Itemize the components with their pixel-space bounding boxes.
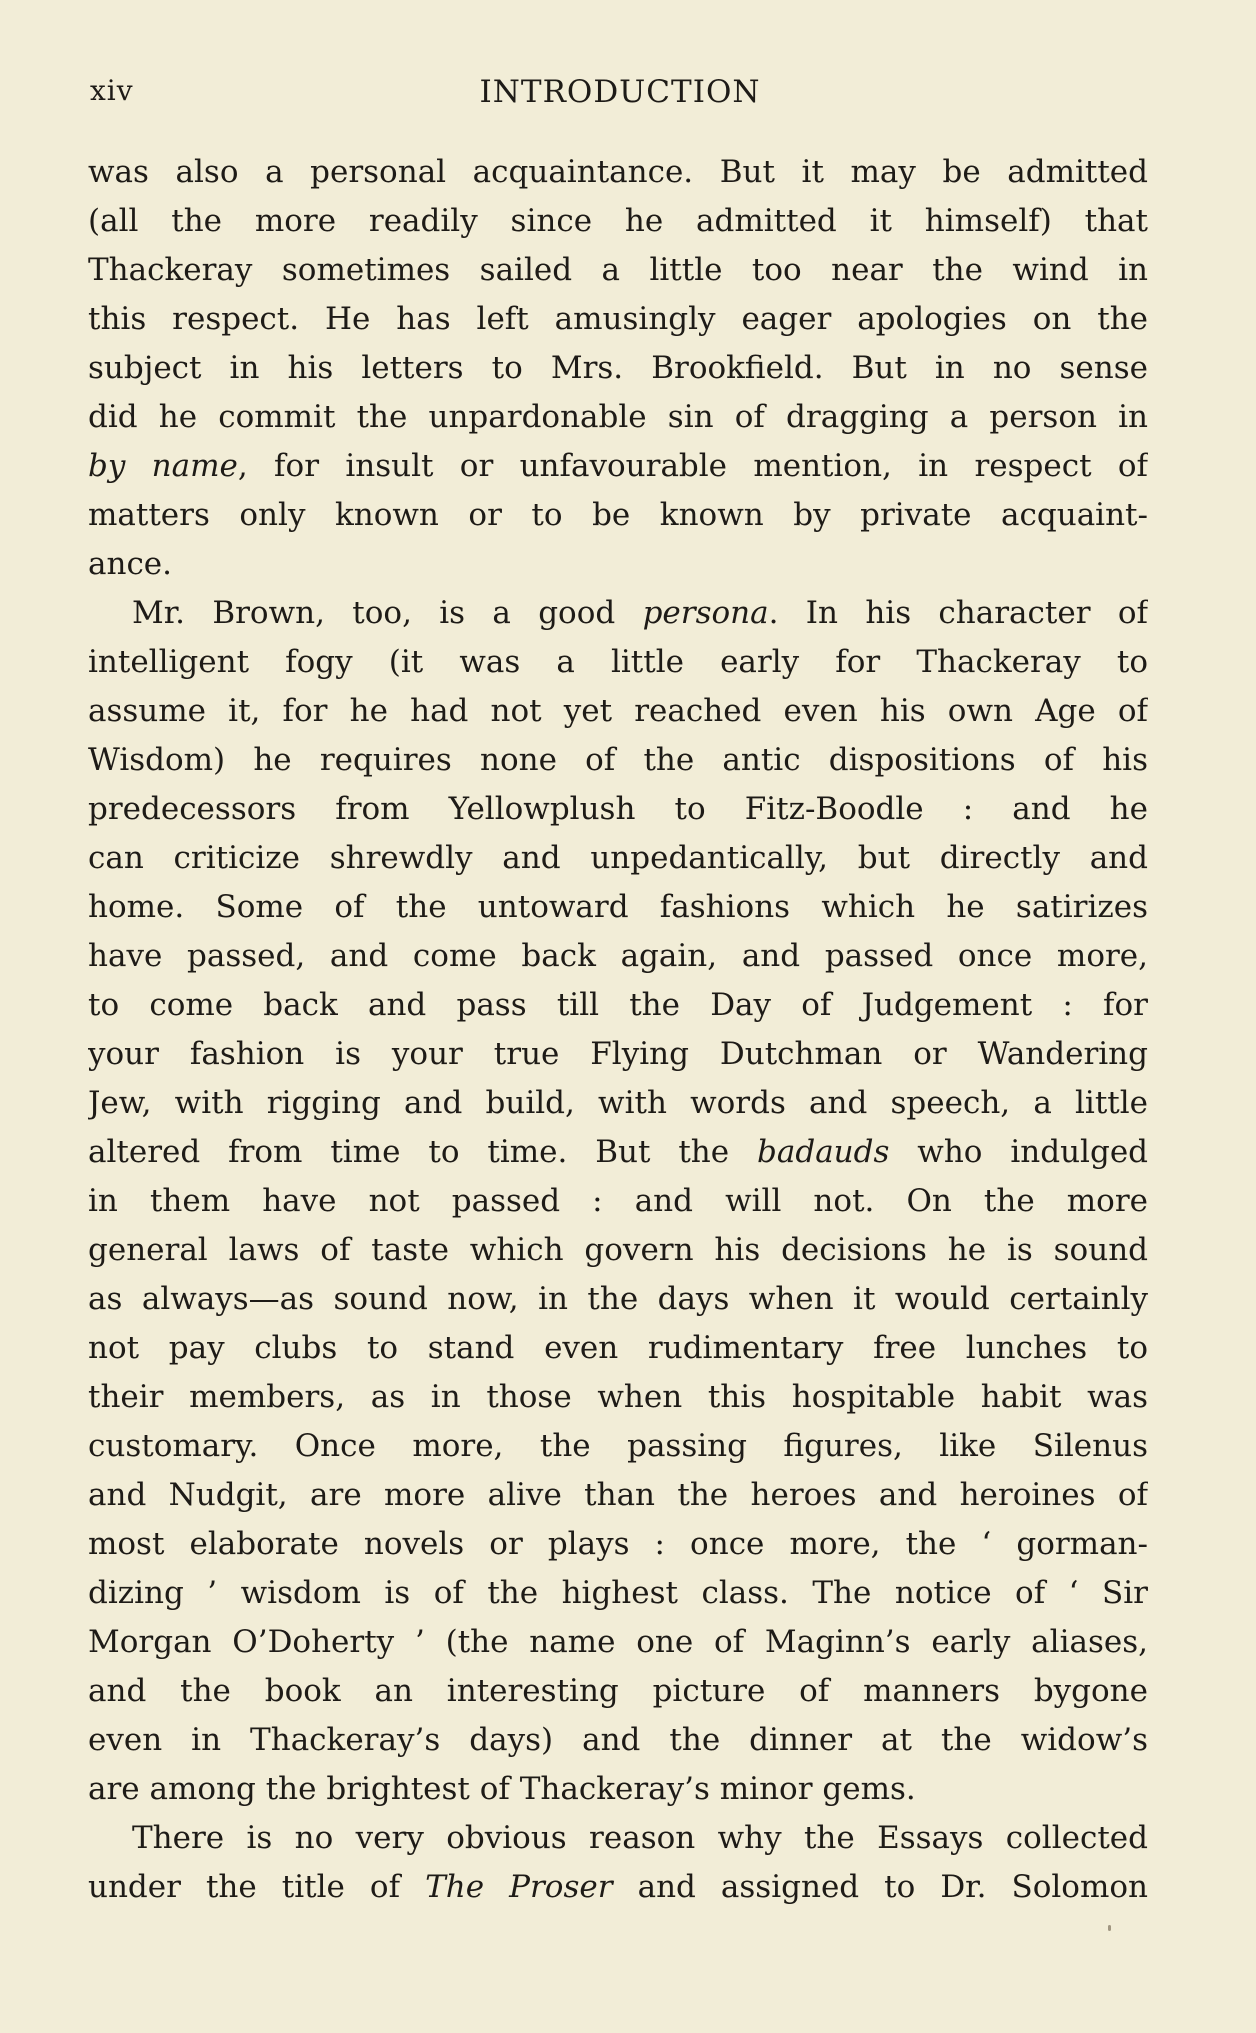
text-span: Mr. Brown, too, is a good — [132, 595, 643, 631]
text-line: intelligent fogy (it was a little early for Thackeray to — [88, 644, 1148, 680]
text-span: . In his character of — [768, 595, 1148, 631]
text-span: , for insult or unfavourable mention, in respect of — [237, 448, 1148, 484]
text-line: are among the brightest of Thackeray’s minor gems. — [88, 1771, 916, 1807]
text-line: Morgan O’Doherty ’ (the name one of Maginn’s early aliases, — [88, 1624, 1148, 1660]
text-span: altered from time to time. But the — [88, 1134, 758, 1170]
text-line: Jew, with rigging and build, with words and speech, a little — [88, 1085, 1148, 1121]
text-line: this respect. He has left amusingly eager apologies on the — [88, 301, 1148, 337]
text-line: customary. Once more, the passing figures, like Silenus — [88, 1428, 1148, 1464]
text-line: their members, as in those when this hospitable habit was — [88, 1379, 1148, 1415]
text-line: (all the more readily since he admitted it himself) that — [88, 203, 1148, 239]
text-span: and assigned to Dr. Solomon — [612, 1869, 1148, 1905]
text-line: most elaborate novels or plays : once more, the ‘ gorman- — [88, 1526, 1148, 1562]
page-header — [90, 74, 1150, 124]
paragraph-start-line — [88, 589, 1148, 638]
paragraph-start-line: There is no very obvious reason why the Essays collected — [132, 1820, 1148, 1856]
text-line: and Nudgit, are more alive than the heroes and heroines of — [88, 1477, 1148, 1513]
text-line — [88, 1863, 1148, 1912]
text-span: under the title of — [88, 1869, 426, 1905]
text-line — [88, 1128, 1148, 1177]
text-line: predecessors from Yellowplush to Fitz-Boodle : and he — [88, 791, 1148, 827]
body-text — [88, 148, 1148, 1912]
text-line: matters only known or to be known by private acquaint- — [88, 497, 1148, 533]
text-line: as always—as sound now, in the days when it would certainly — [88, 1281, 1148, 1317]
italic-phrase: by name — [88, 448, 238, 484]
text-line: Thackeray sometimes sailed a little too near the wind in — [88, 252, 1148, 288]
text-line: subject in his letters to Mrs. Brookfield. But in no sense — [88, 350, 1148, 386]
text-line: assume it, for he had not yet reached even his own Age of — [88, 693, 1148, 729]
text-line: even in Thackeray’s days) and the dinner at the widow’s — [88, 1722, 1148, 1758]
text-line — [88, 442, 1148, 491]
text-line: dizing ’ wisdom is of the highest class. The notice of ‘ Sir — [88, 1575, 1148, 1611]
text-line: have passed, and come back again, and passed once more, — [88, 938, 1148, 974]
text-line: ance. — [88, 546, 173, 582]
text-line: did he commit the unpardonable sin of dragging a person in — [88, 399, 1148, 435]
running-head: INTRODUCTION — [479, 74, 761, 110]
text-line: was also a personal acquaintance. But it may be admitted — [88, 154, 1148, 190]
text-line: to come back and pass till the Day of Judgement : for — [88, 987, 1148, 1023]
paper-speck — [1108, 1925, 1111, 1931]
text-line: and the book an interesting picture of manners bygone — [88, 1673, 1148, 1709]
text-line: your fashion is your true Flying Dutchman or Wandering — [88, 1036, 1148, 1072]
text-line: Wisdom) he requires none of the antic dispositions of his — [88, 742, 1148, 778]
italic-phrase: persona — [642, 595, 769, 631]
text-line: in them have not passed : and will not. On the more — [88, 1183, 1148, 1219]
text-line: not pay clubs to stand even rudimentary free lunches to — [88, 1330, 1148, 1366]
text-line: home. Some of the untoward fashions which he satirizes — [88, 889, 1148, 925]
page-number: xiv — [90, 74, 134, 107]
italic-title: The Proser — [425, 1869, 613, 1905]
text-span: who indulged — [889, 1134, 1148, 1170]
italic-phrase: badauds — [757, 1134, 890, 1170]
text-line: can criticize shrewdly and unpedantically, but directly and — [88, 840, 1148, 876]
text-line: general laws of taste which govern his decisions he is sound — [88, 1232, 1148, 1268]
